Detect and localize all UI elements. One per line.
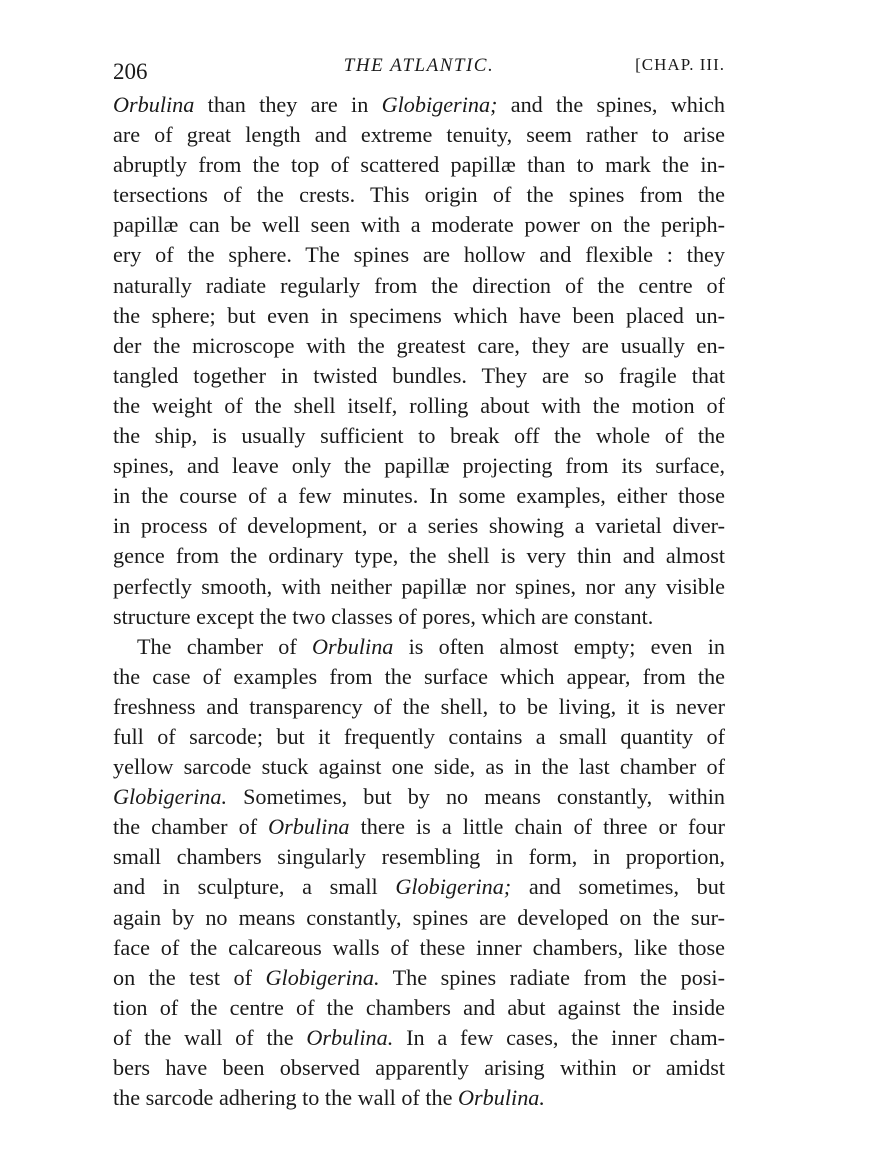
italic-term: Orbulina xyxy=(312,633,394,659)
text-run: perfectly smooth, with neither papillæ nor spines, nor any visible xyxy=(113,573,725,599)
text-run: der the microscope with the greatest care, they are usually en- xyxy=(113,332,725,358)
paragraph-1 xyxy=(113,90,725,632)
italic-term: Orbulina xyxy=(113,92,195,117)
text-line xyxy=(113,903,725,933)
text-run: the chamber of xyxy=(113,814,269,840)
text-line xyxy=(113,361,725,391)
text-run: face of the calcareous walls of these inner chambers, like those xyxy=(113,934,725,960)
text-run: there is a little chain of three or four xyxy=(349,814,725,840)
italic-term: Orbulina. xyxy=(306,1024,394,1050)
text-run: the sarcode adhering to the wall of the xyxy=(113,1085,459,1111)
text-run: tangled together in twisted bundles. They are so fragile that xyxy=(113,362,725,388)
text-line xyxy=(113,451,725,481)
text-line xyxy=(113,331,725,361)
text-run: In a few cases, the inner cham- xyxy=(393,1024,725,1050)
text-line xyxy=(113,572,725,602)
text-run: and the spines, which xyxy=(497,92,725,117)
text-line xyxy=(113,1023,725,1053)
italic-term: Globigerina; xyxy=(381,92,498,117)
text-run: small chambers singularly resembling in form, in proportion, xyxy=(113,844,725,870)
text-run: abruptly from the top of scattered papillæ than to mark the in- xyxy=(113,152,725,178)
text-line xyxy=(113,1053,725,1083)
body-text xyxy=(113,90,725,1113)
text-line xyxy=(113,963,725,993)
text-line xyxy=(113,511,725,541)
text-line xyxy=(113,481,725,511)
text-line xyxy=(113,391,725,421)
text-run: Sometimes, but by no means constantly, within xyxy=(227,784,725,810)
italic-term: Globigerina. xyxy=(265,964,380,990)
text-line xyxy=(113,632,725,662)
text-line xyxy=(113,602,725,632)
text-line xyxy=(113,692,725,722)
text-run: on the test of xyxy=(113,964,266,990)
text-line xyxy=(113,662,725,692)
text-line xyxy=(113,120,725,150)
italic-term: Globigerina; xyxy=(395,874,512,900)
text-run: ery of the sphere. The spines are hollow and flexible : they xyxy=(113,242,725,268)
paragraph-2 xyxy=(113,632,725,1114)
text-run: tersections of the crests. This origin of the spines from the xyxy=(113,182,725,208)
text-line xyxy=(113,752,725,782)
text-line xyxy=(113,782,725,812)
italic-term: Globigerina. xyxy=(113,784,228,810)
text-run: The spines radiate from the posi- xyxy=(379,964,725,990)
text-run: and sometimes, but xyxy=(511,874,725,900)
chapter-reference: [CHAP. III. xyxy=(635,55,725,74)
text-run: than they are in xyxy=(194,92,382,117)
text-line xyxy=(113,421,725,451)
text-line xyxy=(113,240,725,270)
text-line xyxy=(113,541,725,571)
text-run: the sphere; but even in specimens which have been placed un- xyxy=(113,302,725,328)
text-line xyxy=(113,301,725,331)
text-run: the case of examples from the surface which appear, from the xyxy=(113,663,725,689)
text-run: papillæ can be well seen with a moderate power on the periph- xyxy=(113,212,725,238)
text-run: the ship, is usually sufficient to break off the whole of the xyxy=(113,423,725,449)
text-run: and in sculpture, a small xyxy=(113,874,396,900)
page-header xyxy=(113,55,725,89)
text-line xyxy=(113,722,725,752)
text-line xyxy=(113,150,725,180)
page-number: 206 xyxy=(113,59,148,84)
text-run: yellow sarcode stuck against one side, as in the last chamber of xyxy=(113,754,725,780)
text-run: the weight of the shell itself, rolling about with the motion of xyxy=(113,392,725,418)
text-line xyxy=(113,210,725,240)
text-run: bers have been observed apparently arising within or amidst xyxy=(113,1055,725,1080)
text-run: in the course of a few minutes. In some examples, either those xyxy=(113,483,725,509)
text-run: spines, and leave only the papillæ projecting from its surface, xyxy=(113,453,725,479)
italic-term: Orbulina. xyxy=(458,1085,545,1111)
running-title: THE ATLANTIC. xyxy=(343,55,495,76)
text-line xyxy=(113,180,725,210)
text-run: naturally radiate regularly from the direction of the centre of xyxy=(113,272,725,298)
text-run: again by no means constantly, spines are developed on the sur- xyxy=(113,904,725,930)
text-line xyxy=(113,933,725,963)
text-line xyxy=(113,1083,725,1113)
text-line xyxy=(113,993,725,1023)
text-run: tion of the centre of the chambers and abut against the inside xyxy=(113,994,725,1020)
italic-term: Orbulina xyxy=(268,814,350,840)
text-line xyxy=(113,90,725,120)
text-run: in process of development, or a series showing a varietal diver- xyxy=(113,513,725,539)
text-run: freshness and transparency of the shell, to be living, it is never xyxy=(113,693,725,719)
text-line xyxy=(113,872,725,902)
text-run: The chamber of xyxy=(137,633,313,659)
text-line xyxy=(113,842,725,872)
text-run: gence from the ordinary type, the shell is very thin and almost xyxy=(113,543,725,569)
text-run: is often almost empty; even in xyxy=(393,633,725,659)
text-line xyxy=(113,812,725,842)
text-run: are of great length and extreme tenuity, seem rather to arise xyxy=(113,122,725,148)
text-run: full of sarcode; but it frequently contains a small quantity of xyxy=(113,723,725,749)
text-line xyxy=(113,271,725,301)
text-run: structure except the two classes of pores, which are constant. xyxy=(113,603,654,629)
text-run: of the wall of the xyxy=(113,1024,307,1050)
